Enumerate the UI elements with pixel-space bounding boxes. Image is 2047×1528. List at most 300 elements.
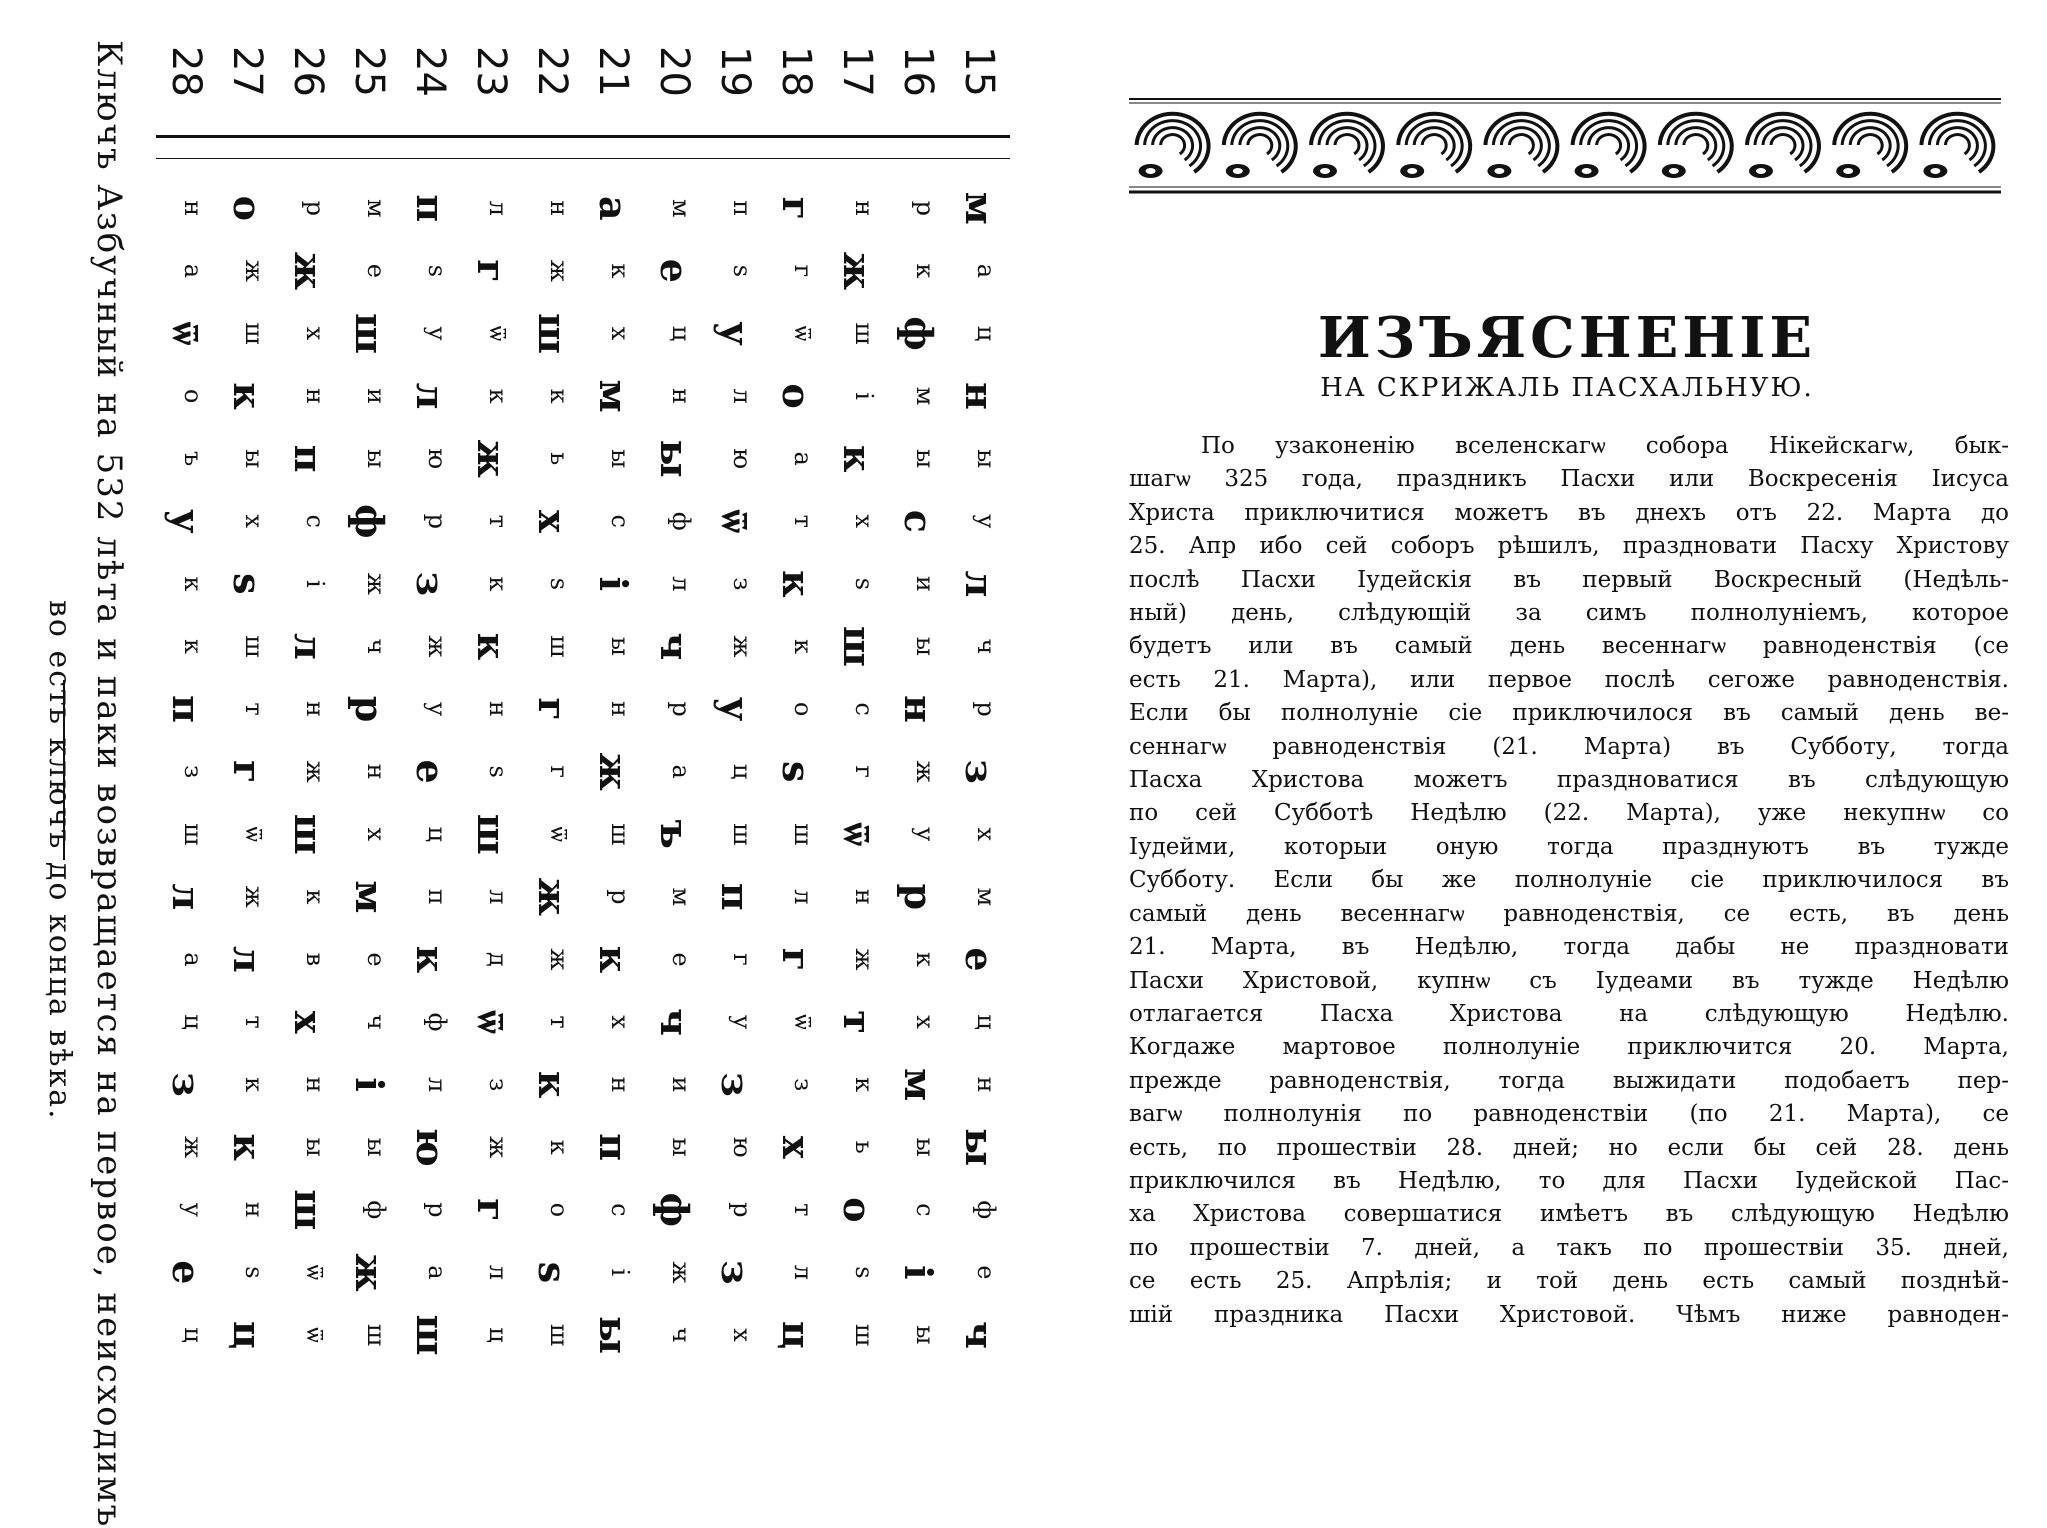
key-letter: х — [606, 326, 635, 341]
key-letter: у — [911, 827, 940, 842]
key-letter: ь — [545, 452, 574, 466]
key-row — [461, 40, 522, 1375]
key-row — [766, 40, 827, 1375]
key-letters — [652, 177, 698, 1375]
rose-ornament-icon — [1137, 114, 1209, 178]
key-letter: к — [911, 263, 940, 279]
text-line: сеннагѡ равноденствія (21. Марта) въ Субботу, тогда — [1129, 733, 2009, 760]
key-row-number: 15 — [956, 46, 1003, 97]
key-letter: ш — [850, 322, 879, 345]
key-letter: з — [408, 571, 454, 596]
key-letter: ш — [545, 1323, 574, 1347]
rose-ornament-icon — [1398, 114, 1470, 178]
text-line: шагѡ 325 года, праздникъ Пасхи или Воскресенія Іисуса — [1129, 466, 2009, 493]
key-letter: е — [408, 759, 454, 784]
key-letter: і — [301, 580, 330, 588]
key-letter: к — [240, 1077, 269, 1093]
key-letters — [286, 177, 332, 1375]
key-letter: ѕ — [774, 760, 820, 783]
key-letter: к — [179, 576, 208, 592]
key-letter: ь — [850, 1140, 879, 1154]
key-letter: е — [362, 263, 391, 278]
key-letter: ф — [896, 316, 942, 351]
text-line: есть 21. Марта), или первое послѣ сегоже равноденствія. — [1129, 666, 2009, 693]
key-letter: з — [713, 1072, 759, 1097]
key-letter: ж — [179, 1136, 208, 1159]
key-letter: ф — [423, 1012, 452, 1032]
key-letter: о — [179, 388, 208, 404]
key-letter: г — [774, 196, 820, 220]
rose-ornament-band — [1129, 97, 2001, 195]
key-letter: і — [591, 576, 637, 592]
key-letter: ѿ — [789, 1014, 818, 1030]
double-rule — [583, 135, 644, 159]
key-row-number: 26 — [285, 46, 332, 97]
rose-ornament-icon — [1573, 114, 1645, 178]
double-rule — [522, 135, 583, 159]
text-line: прежде равноденствія, тогда выжидати подобаетъ пер- — [1129, 1067, 2009, 1094]
key-letter: р — [667, 701, 696, 717]
key-letter: з — [713, 1260, 759, 1285]
key-letter: х — [728, 1328, 757, 1342]
key-letter: ц — [667, 325, 696, 342]
key-letter: л — [286, 633, 332, 660]
key-letter: ы — [362, 449, 391, 469]
key-letter: л — [789, 1264, 818, 1281]
text-line: по прошествіи 7. дней, а такъ по прошествіи 35. дней, — [1129, 1234, 2009, 1261]
key-letter: ѿ — [301, 1264, 330, 1280]
key-letter: ю — [728, 1136, 757, 1158]
key-letter: ц — [774, 1320, 820, 1350]
key-letter: к — [545, 1139, 574, 1155]
key-letter: р — [606, 889, 635, 905]
key-letter: ю — [408, 1127, 454, 1167]
key-letter: т — [240, 702, 269, 716]
key-letter: ш — [179, 823, 208, 846]
key-letter: ѕ — [423, 264, 452, 278]
key-letter: ш — [530, 313, 576, 354]
key-letters — [530, 177, 576, 1375]
key-letter: ж — [362, 572, 391, 595]
double-rule — [705, 135, 766, 159]
key-letter: у — [423, 326, 452, 341]
key-letter: м — [911, 386, 940, 406]
key-letter: ч — [362, 1014, 391, 1030]
key-letter: ж — [240, 885, 269, 908]
key-letter: н — [850, 200, 879, 217]
key-letter: т — [484, 514, 513, 528]
key-letter: н — [957, 382, 1003, 410]
key-letter: ж — [545, 259, 574, 282]
key-letter: и — [911, 575, 940, 592]
key-letter: у — [728, 1014, 757, 1030]
text-line: Когдаже мартовое полнолуніе приключится 20. Марта, — [1129, 1034, 2009, 1061]
text-line: ный) день, слѣдующій за симъ полнолуніемъ, которое — [1129, 600, 2009, 627]
key-row-number: 20 — [651, 46, 698, 97]
key-letter: к — [774, 570, 820, 598]
key-row-number: 16 — [895, 46, 942, 97]
key-letter: і — [896, 1265, 942, 1280]
key-letter: ы — [972, 449, 1001, 469]
key-letter: с — [896, 509, 942, 533]
key-letters — [713, 177, 759, 1375]
key-letter: а — [179, 952, 208, 967]
key-letter: г — [728, 953, 757, 966]
key-letter: ш — [408, 1314, 454, 1356]
text-line: есть, по прошествіи 28. дней; но если бы сей 28. день — [1129, 1134, 2009, 1161]
key-letter: ы — [240, 449, 269, 469]
key-letter: р — [423, 1202, 452, 1218]
key-letter: ы — [362, 1137, 391, 1157]
explanation-text — [1129, 430, 2009, 1332]
key-letter: г — [469, 1198, 515, 1222]
key-letter: ъ — [652, 819, 698, 849]
text-line: Если бы полнолуніе сіе приключилося въ самый день ве- — [1129, 700, 2009, 727]
rotated-key-table-block — [20, 40, 1010, 1528]
text-line: приключился въ Недѣлю, то для Пасхи Іудейской Пас- — [1129, 1167, 2009, 1194]
key-letter: ф — [652, 1192, 698, 1227]
text-line: самый день весеннагѡ равноденствія, се есть, въ день — [1129, 900, 2009, 927]
key-row — [156, 40, 217, 1375]
key-letter: ш — [240, 635, 269, 658]
text-line: 21. Марта, въ Недѣлю, тогда дабы не праздновати — [1129, 934, 2009, 961]
text-line: будетъ или въ самый день весеннагѡ равноденствія (се — [1129, 633, 2009, 660]
key-letter: х — [774, 1135, 820, 1159]
double-rule — [461, 135, 522, 159]
key-letter: г — [789, 264, 818, 278]
key-letter: у — [713, 321, 759, 346]
rose-ornament-icon — [1747, 114, 1819, 178]
key-letter: р — [347, 695, 393, 723]
key-caption-line-1: Ключъ Азбучный на 532 лѣта и паки возвращается на первое, неисходимъ — [89, 40, 129, 1528]
key-letter: ж — [545, 948, 574, 971]
key-letter: а — [667, 764, 696, 779]
key-letter: ц — [972, 325, 1001, 342]
key-letter: и — [667, 1076, 696, 1093]
key-letter: р — [911, 200, 940, 216]
key-letter: ы — [911, 1325, 940, 1345]
text-line: отлагается Пасха Христова на слѣдующую Недѣлю. — [1129, 1000, 2009, 1027]
key-letter: ч — [957, 1321, 1003, 1349]
key-letter: м — [667, 198, 696, 218]
key-letters — [469, 177, 515, 1375]
key-letter: ф — [667, 511, 696, 531]
key-letter: о — [545, 1202, 574, 1218]
rose-ornament-icon — [1224, 114, 1296, 178]
key-letter: з — [179, 765, 208, 779]
text-line: Іудейми, которыи оную тогда празднуютъ въ тужде — [1129, 833, 2009, 860]
key-letter: з — [164, 1072, 210, 1097]
key-row — [949, 40, 1010, 1375]
text-line: вагѡ полнолунія по равноденствіи (по 21. Марта), се — [1129, 1101, 2009, 1128]
key-letter: ш — [469, 813, 515, 855]
key-letter: к — [301, 889, 330, 905]
key-letter: ы — [591, 1315, 637, 1355]
double-rule — [156, 135, 217, 159]
key-letter: р — [728, 1202, 757, 1218]
key-letter: ѿ — [240, 826, 269, 842]
key-letter: ѕ — [484, 765, 513, 778]
key-letter: з — [789, 1078, 818, 1092]
key-letter: е — [652, 258, 698, 283]
key-letter: ц — [179, 1327, 208, 1343]
key-letter: к — [179, 638, 208, 654]
text-line: послѣ Пасхи Іудейскія въ первый Воскресный (Недѣль- — [1129, 566, 2009, 593]
caption-divider — [63, 680, 65, 860]
key-letter: т — [835, 1010, 881, 1034]
key-letter: а — [972, 263, 1001, 279]
key-letter: г — [469, 259, 515, 283]
key-letter: л — [484, 889, 513, 905]
key-letter: ѕ — [240, 1266, 269, 1279]
right-page — [1112, 0, 2022, 1500]
key-letter: с — [850, 702, 879, 716]
key-letter: ц — [972, 1014, 1001, 1030]
key-letter: к — [530, 1070, 576, 1099]
key-letter: ѿ — [301, 1327, 330, 1343]
key-letter: ы — [911, 636, 940, 656]
key-letter: ч — [667, 1327, 696, 1343]
key-letter: ѿ — [164, 321, 210, 346]
key-letters — [347, 177, 393, 1375]
key-letter: ж — [835, 251, 881, 291]
key-letter: к — [408, 945, 454, 974]
key-letter: к — [850, 1077, 879, 1093]
key-letter: е — [667, 952, 696, 967]
key-letter: а — [423, 1265, 452, 1280]
key-letter: к — [789, 638, 818, 654]
key-letter: ы — [606, 449, 635, 469]
key-letter: п — [164, 695, 210, 723]
key-letter: к — [606, 263, 635, 279]
key-letter: г — [545, 765, 574, 778]
key-letter: з — [728, 577, 757, 591]
rose-ornament-icon — [1921, 114, 1993, 178]
key-letter: н — [301, 701, 330, 718]
double-rule — [278, 135, 339, 159]
key-letter: ѕ — [850, 1266, 879, 1279]
key-row-number: 21 — [590, 46, 637, 97]
key-letter: т — [789, 514, 818, 528]
key-letter: л — [728, 388, 757, 404]
key-letter: ф — [347, 504, 393, 539]
key-letter: ж — [347, 1253, 393, 1292]
key-letter: е — [362, 952, 391, 967]
paschal-key-table — [156, 40, 1010, 1375]
key-letter: л — [408, 382, 454, 410]
key-letter: ш — [789, 823, 818, 846]
key-letter: ы — [301, 1137, 330, 1157]
key-letter: с — [911, 1203, 940, 1217]
key-letter: ц — [728, 763, 757, 780]
key-letter: н — [545, 200, 574, 217]
key-row-number: 24 — [407, 46, 454, 97]
key-letter: н — [179, 200, 208, 217]
key-letter: т — [545, 1015, 574, 1029]
key-row-number: 22 — [529, 46, 576, 97]
key-letter: п — [713, 882, 759, 911]
key-row-number: 27 — [224, 46, 271, 97]
key-letter: ц — [484, 1327, 513, 1343]
key-letter: н — [606, 1076, 635, 1093]
page-subtitle: НА СКРИЖАЛЬ ПАСХАЛЬНУЮ. — [1320, 373, 1814, 403]
key-letter: ы — [957, 1128, 1003, 1167]
key-letter: ы — [911, 1137, 940, 1157]
double-rule — [949, 135, 1010, 159]
key-letter: м — [972, 887, 1001, 907]
key-letter: н — [240, 1201, 269, 1218]
key-letter: п — [423, 888, 452, 905]
key-letter: к — [591, 945, 637, 974]
key-letter: х — [606, 1015, 635, 1029]
key-letter: н — [667, 388, 696, 405]
key-letter: а — [591, 195, 637, 221]
key-letter: в — [301, 952, 330, 967]
double-rule — [766, 135, 827, 159]
key-letter: у — [713, 696, 759, 722]
key-letter: ѕ — [728, 264, 757, 278]
key-letter: ѿ — [469, 1010, 515, 1034]
key-row-number: 18 — [773, 46, 820, 97]
key-letter: о — [789, 701, 818, 717]
key-letter: х — [286, 1010, 332, 1034]
key-letter: т — [240, 1015, 269, 1029]
key-letter: ѿ — [789, 325, 818, 342]
text-line: Пасха Христова можетъ праздноватися въ слѣдующую — [1129, 767, 2009, 794]
key-letter: м — [667, 887, 696, 907]
key-letter: е — [164, 1260, 210, 1285]
text-line: се есть 25. Апрѣлія; и той день есть самый позднѣй- — [1129, 1268, 2009, 1295]
key-letter: ц — [179, 1014, 208, 1030]
text-line: Христа приключитися можетъ въ днехъ отъ 22. Марта до — [1129, 499, 2009, 526]
key-letter: ж — [667, 1261, 696, 1284]
key-row — [705, 40, 766, 1375]
key-row — [583, 40, 644, 1375]
key-letter: ч — [652, 632, 698, 661]
key-letter: ш — [835, 626, 881, 667]
key-row — [217, 40, 278, 1375]
key-letter: ѕ — [225, 573, 271, 595]
key-letter: у — [164, 509, 210, 534]
key-letter: ш — [362, 1323, 391, 1347]
key-row — [522, 40, 583, 1375]
double-rule — [400, 135, 461, 159]
double-rule — [339, 135, 400, 159]
text-line: Пасхи Христовой, купнѡ съ Іудеами въ тужде Недѣлю — [1129, 967, 2009, 994]
rose-ornament-icon — [1485, 114, 1557, 178]
key-letter: ѿ — [545, 826, 574, 842]
key-letter: о — [225, 195, 271, 221]
text-line: ха Христова совершатися имѣетъ въ слѣдующую Недѣлю — [1129, 1201, 2009, 1228]
key-letter: к — [469, 632, 515, 661]
double-rule — [827, 135, 888, 159]
key-row — [827, 40, 888, 1375]
key-letter: с — [606, 514, 635, 528]
key-letter: ф — [972, 1200, 1001, 1220]
key-letter: ч — [362, 638, 391, 655]
key-letter: л — [164, 883, 210, 911]
key-letter: к — [835, 444, 881, 473]
key-letter: и — [362, 388, 391, 405]
key-letter: к — [484, 576, 513, 592]
key-letter: ж — [591, 752, 637, 791]
key-letter: к — [484, 388, 513, 404]
key-letters — [774, 177, 820, 1375]
key-letters — [835, 177, 881, 1375]
key-letter: ж — [850, 948, 879, 971]
key-letters — [164, 177, 210, 1375]
key-letter: ѿ — [713, 509, 759, 534]
key-letter: г — [530, 697, 576, 721]
key-row — [644, 40, 705, 1375]
key-letter: п — [286, 444, 332, 473]
key-letter: т — [789, 1203, 818, 1217]
key-letter: з — [484, 1078, 513, 1092]
key-letter: н — [301, 1076, 330, 1093]
text-line: 25. Апр ибо сей соборъ рѣшилъ, праздновати Пасху Христову — [1129, 533, 2009, 560]
key-letter: ж — [423, 635, 452, 658]
key-letter: р — [301, 200, 330, 216]
key-letter: ф — [362, 1200, 391, 1220]
key-letter: н — [362, 763, 391, 780]
key-letter: ѕ — [545, 577, 574, 591]
key-letter: ш — [286, 813, 332, 855]
key-letter: л — [667, 576, 696, 592]
double-rule — [888, 135, 949, 159]
key-letter: ъ — [179, 451, 208, 467]
key-letter: ч — [972, 638, 1001, 655]
key-letter: ш — [286, 1189, 332, 1231]
key-letter: х — [301, 326, 330, 341]
key-letter: к — [911, 951, 940, 967]
key-letter: ѿ — [484, 325, 513, 342]
key-letter: м — [591, 379, 637, 413]
key-letter: м — [896, 1068, 942, 1102]
key-letter: у — [179, 1202, 208, 1217]
key-letter: н — [301, 388, 330, 405]
key-letter: р — [896, 883, 942, 911]
key-letter: ж — [240, 259, 269, 282]
key-letter: м — [362, 198, 391, 218]
key-letter: м — [347, 880, 393, 914]
key-letter: н — [896, 695, 942, 723]
key-letter: р — [423, 513, 452, 529]
key-letter: ж — [530, 877, 576, 917]
key-letter: ш — [606, 823, 635, 846]
key-letter: х — [362, 827, 391, 841]
key-letter: ц — [225, 1320, 271, 1350]
key-letter: о — [835, 1197, 881, 1223]
key-letter: н — [850, 888, 879, 905]
text-line: по сей Субботѣ Недѣлю (22. Марта), уже некупнѡ со — [1129, 800, 2009, 827]
key-row — [888, 40, 949, 1375]
rose-ornament-icon — [1834, 114, 1906, 178]
key-letter: ю — [728, 448, 757, 470]
key-letter: ш — [545, 635, 574, 658]
key-letter: ю — [423, 448, 452, 470]
key-letter: с — [606, 1203, 635, 1217]
key-letter: п — [591, 1133, 637, 1162]
key-letter: а — [789, 451, 818, 466]
page-title: ИЗЪЯСНЕНІЕ — [1317, 305, 1817, 371]
key-letter: р — [972, 701, 1001, 717]
key-row — [400, 40, 461, 1375]
key-row-number: 25 — [346, 46, 393, 97]
key-letter: ж — [728, 635, 757, 658]
key-letter: у — [972, 514, 1001, 529]
key-letter: у — [423, 701, 452, 717]
key-letter: м — [957, 191, 1003, 225]
